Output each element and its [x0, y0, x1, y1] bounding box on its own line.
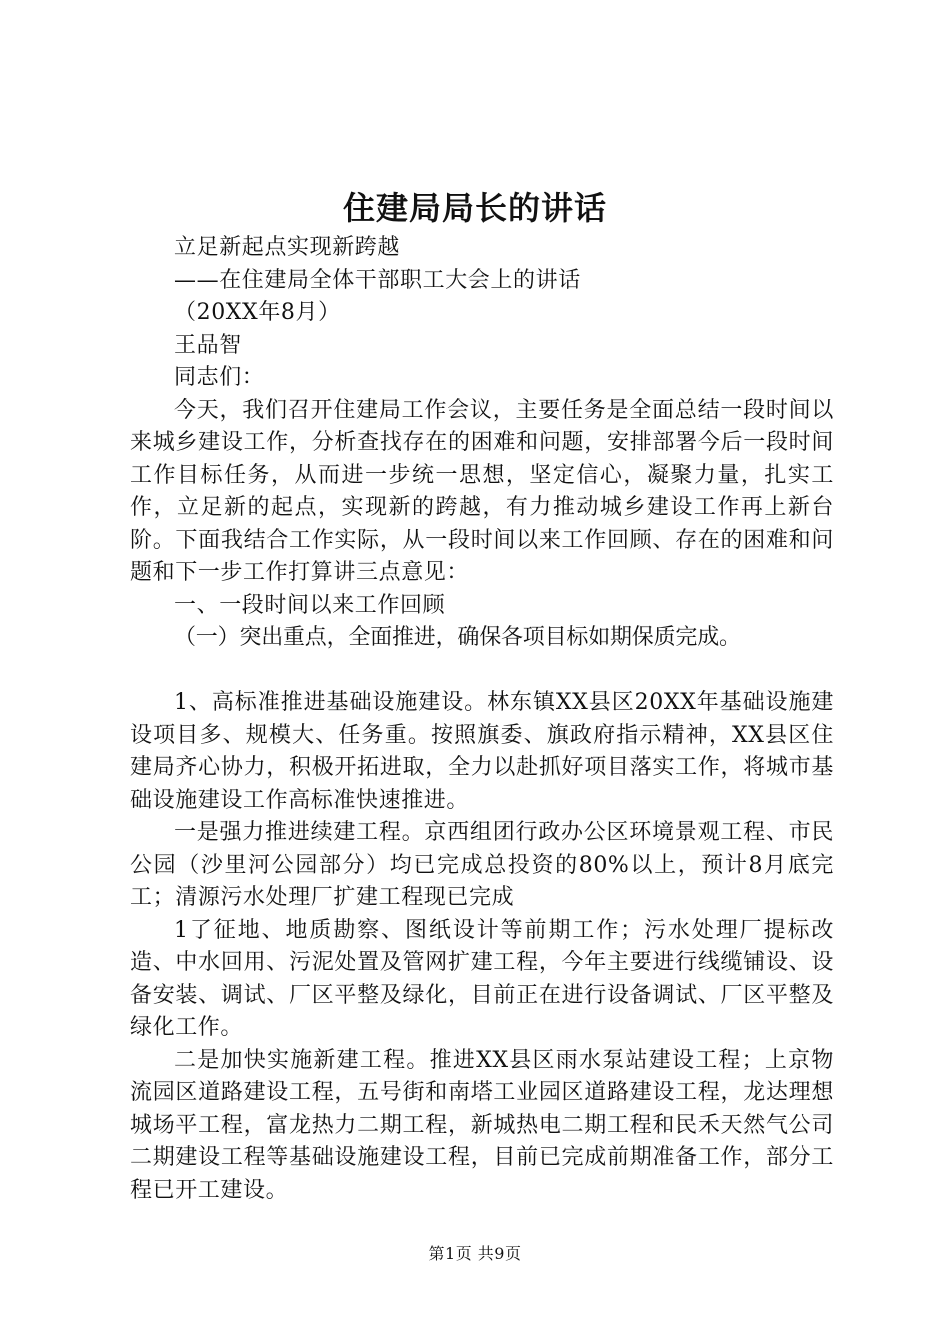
- section-heading-1: 一、一段时间以来工作回顾: [174, 592, 446, 618]
- page-footer: 第1页 共9页: [428, 1244, 522, 1263]
- intro-paragraph: 今天，我们召开住建局工作会议，主要任务是全面总结一段时间以来城乡建设工作，分析查找存在的困难和问题，安排部署今后一段时间工作目标任务，从而进一步统一思想，坚定信心，凝聚力量，扎实工作，立足新的起点，实现新的跨越，有力推动城乡建设工作再上新台阶。下面我结合工作实际，从一段时间以来工作回顾、存在的困难和问题和下一步工作打算讲三点意见：: [130, 397, 834, 585]
- page-title: 住建局局长的讲话: [342, 189, 607, 227]
- subsection-heading-1: （一）突出重点，全面推进，确保各项目标如期保质完成。: [174, 625, 741, 650]
- speech-date: （20XX年8月）: [174, 300, 341, 325]
- speech-author: 王品智: [174, 332, 242, 358]
- item-1b-paragraph: 1了征地、地质勘察、图纸设计等前期工作；污水处理厂提标改造、中水回用、污泥处置及管网扩建工程，今年主要进行线缆铺设、设备安装、调试、厂区平整及绿化，目前正在进行设备调试、厂区平整及绿化工作。: [130, 917, 834, 1040]
- speech-salutation: 同志们：: [174, 365, 265, 390]
- item-2-paragraph: 二是加快实施新建工程。推进XX县区雨水泵站建设工程；上京物流园区道路建设工程，五号街和南塔工业园区道路建设工程，龙达理想城场平工程，富龙热力二期工程，新城热电二期工程和民禾天然气公司二期建设工程等基础设施建设工程，目前已完成前期准备工作，部分工程已开工建设。: [130, 1047, 834, 1203]
- item-1a-paragraph: 一是强力推进续建工程。京西组团行政办公区环境景观工程、市民公园（沙里河公园部分）均已完成总投资的80%以上，预计8月底完工；清源污水处理厂扩建工程现已完成: [130, 820, 834, 910]
- blank-line: [130, 655, 834, 688]
- speech-subheading: ——在住建局全体干部职工大会上的讲话: [174, 267, 581, 293]
- speech-heading: 立足新起点实现新跨越: [174, 235, 401, 260]
- item-1-paragraph: 1、高标准推进基础设施建设。林东镇XX县区20XX年基础设施建设项目多、规模大、任务重。按照旗委、旗政府指示精神，XX县区住建局齐心协力，积极开拓进取，全力以赴抓好项目落实工作，将城市基础设施建设工作高标准快速推进。: [130, 690, 834, 813]
- document-body: [130, 232, 834, 1207]
